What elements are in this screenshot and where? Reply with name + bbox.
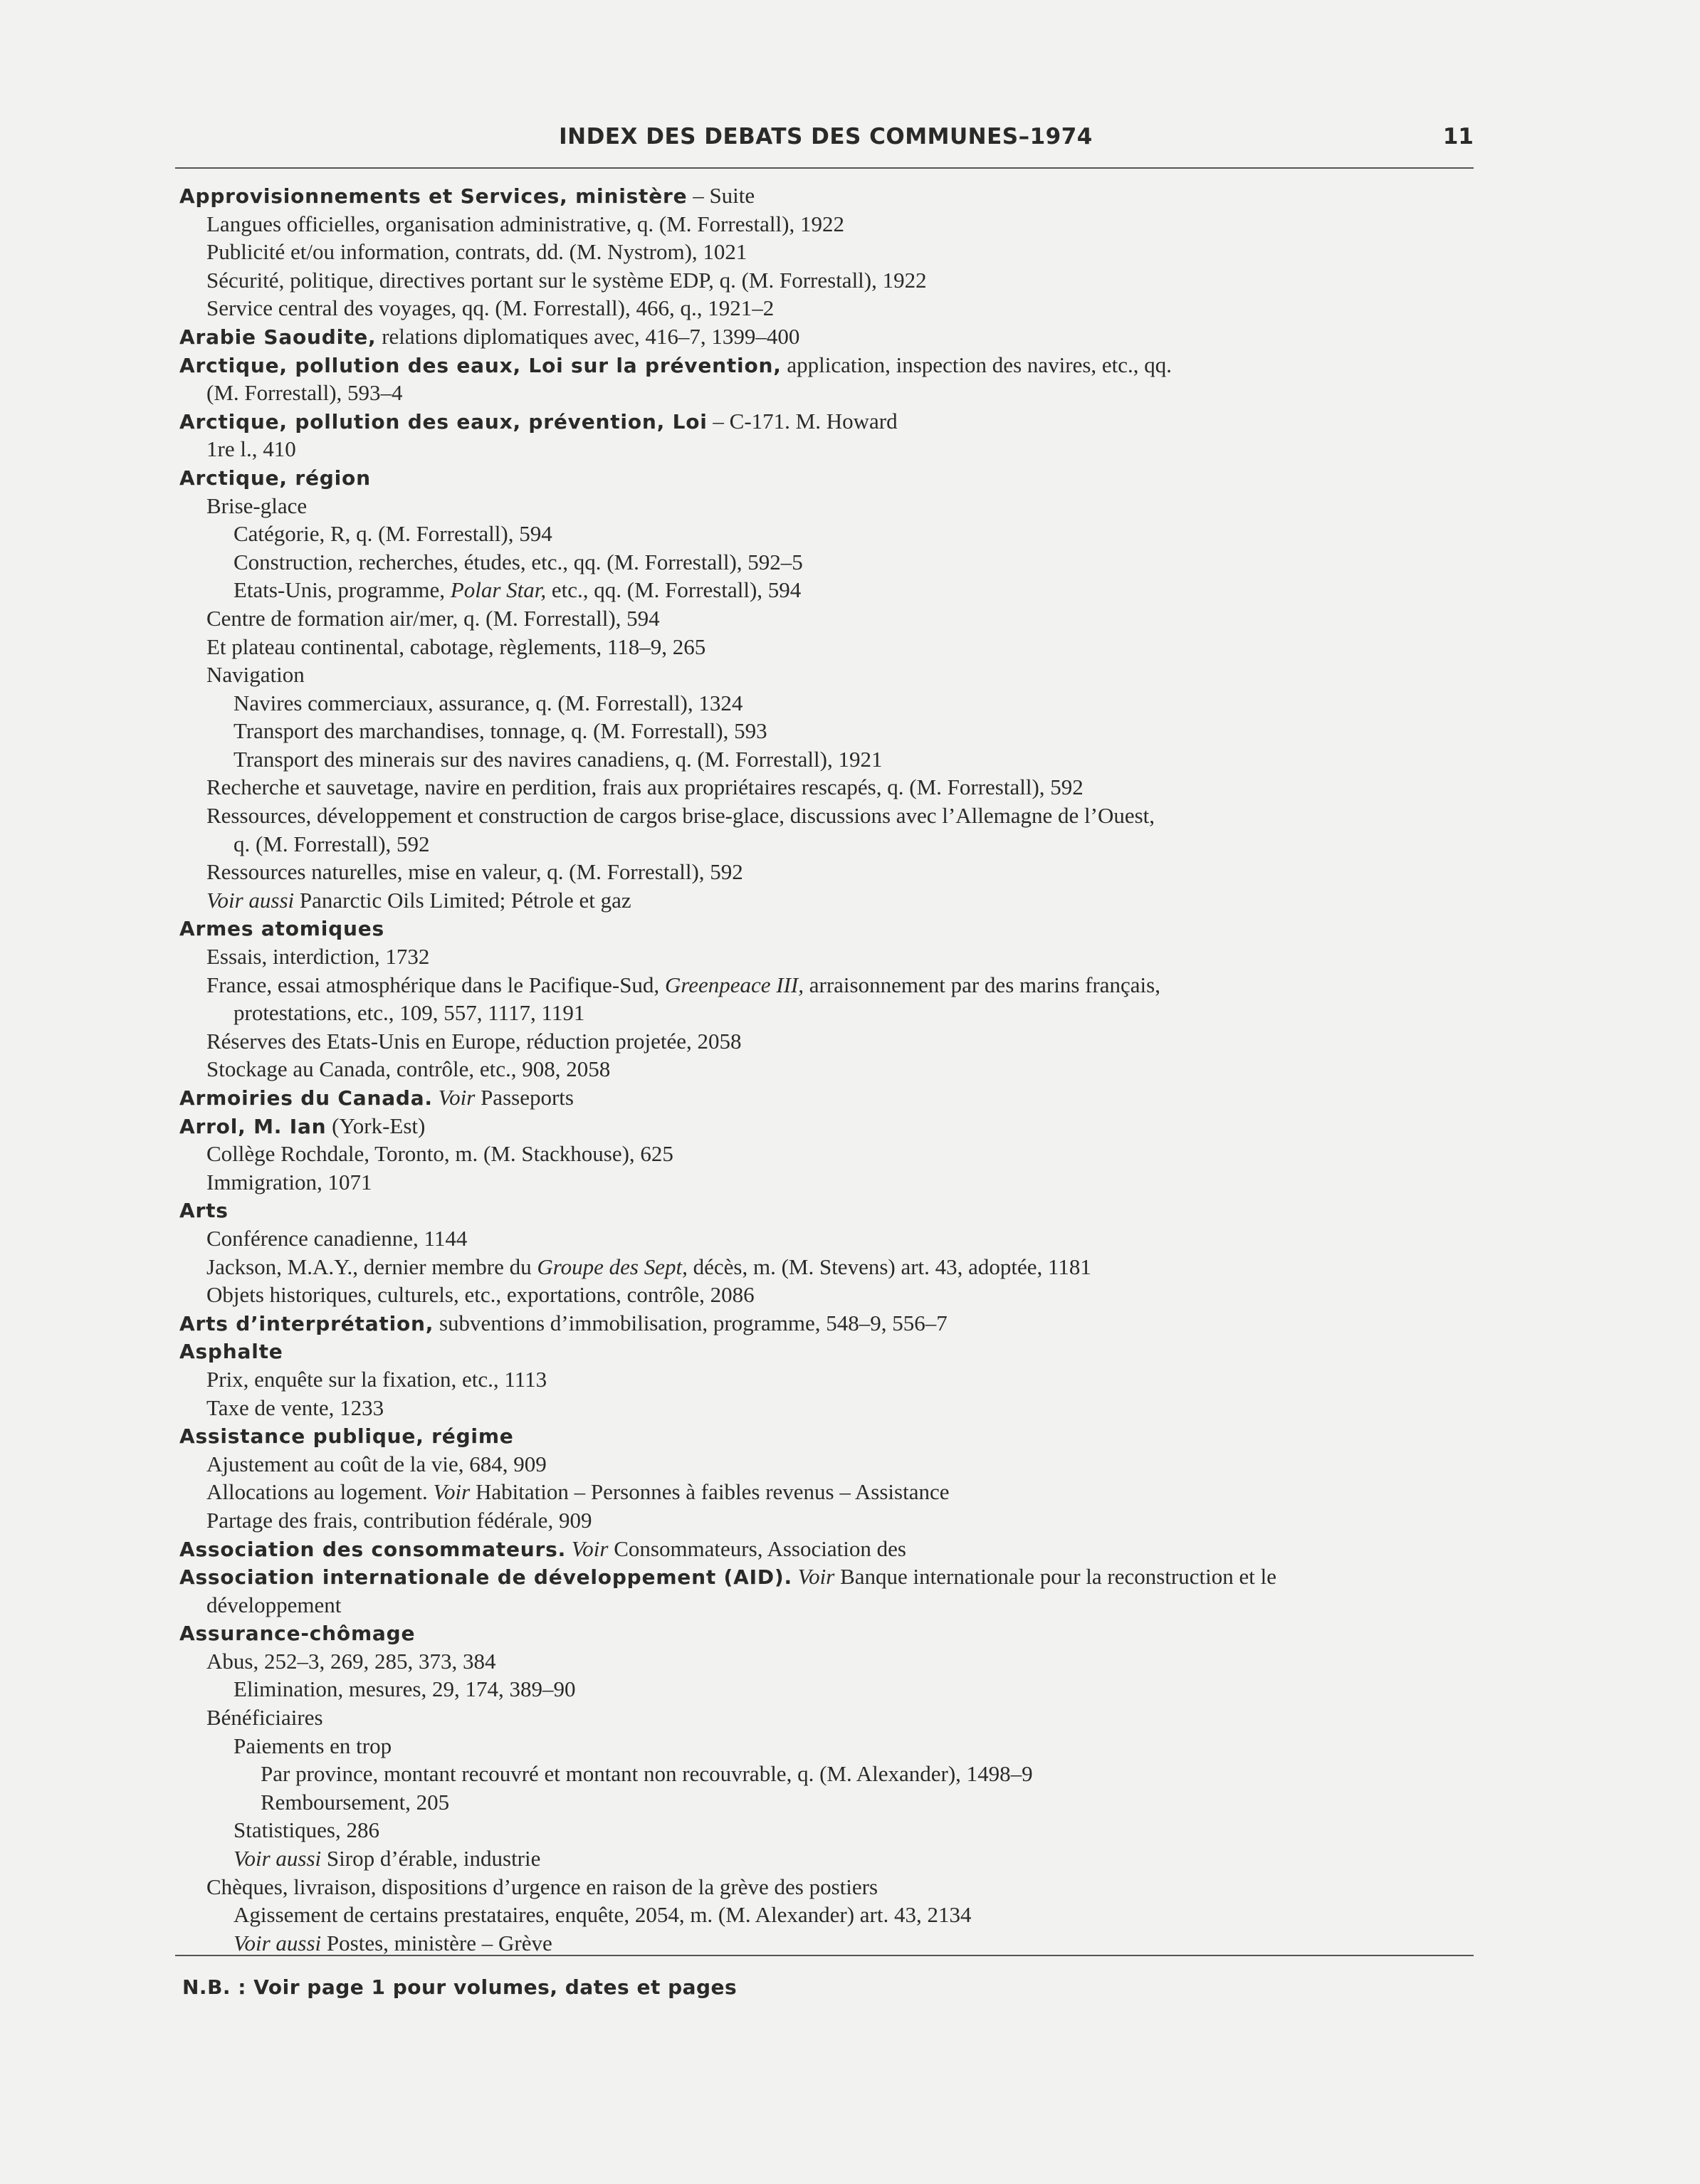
index-subentry-line: [179, 576, 1489, 604]
index-subentry-line: [179, 1647, 1489, 1676]
page-title: INDEX DES DEBATS DES COMMUNES–1974: [559, 124, 1093, 149]
entry-italic-text: Groupe des Sept,: [537, 1254, 688, 1279]
entry-text: (M. Forrestall), 593–4: [206, 380, 403, 406]
index-subentry-line: [179, 773, 1489, 802]
entry-text: Abus, 252–3, 269, 285, 373, 384: [206, 1648, 496, 1674]
entry-heading: Association des consommateurs.: [179, 1537, 567, 1561]
entry-text: France, essai atmosphérique dans le Pacifique-Sud,: [206, 972, 665, 997]
entry-text: développement: [206, 1592, 342, 1617]
entry-text: Langues officielles, organisation administrative, q. (M. Forrestall), 1922: [206, 211, 844, 236]
entry-text: Navires commerciaux, assurance, q. (M. Forrestall), 1324: [234, 690, 743, 715]
entry-italic-text: Voir: [438, 1085, 476, 1110]
entry-text: Service central des voyages, qq. (M. Forrestall), 466, q., 1921–2: [206, 295, 775, 321]
entry-text: Allocations au logement.: [206, 1479, 434, 1505]
entry-text: Habitation – Personnes à faibles revenus – Assistance: [470, 1479, 950, 1505]
entry-text: Jackson, M.A.Y., dernier membre du: [206, 1254, 537, 1279]
entry-text: relations diplomatiques avec, 416–7, 1399–400: [376, 323, 800, 349]
index-heading-line: [179, 1422, 1489, 1450]
index-subentry-line: [179, 238, 1489, 266]
page-header: [178, 121, 1474, 157]
index-heading-line: [179, 1337, 1489, 1365]
index-subentry-line: [179, 604, 1489, 633]
index-subentry-line: [179, 266, 1489, 295]
entry-text: Bénéficiaires: [206, 1705, 323, 1731]
index-subentry-line: [179, 492, 1489, 520]
entry-text: Remboursement, 205: [261, 1789, 450, 1815]
entry-text: q. (M. Forrestall), 592: [234, 831, 430, 856]
index-subentry-line: [179, 1732, 1489, 1760]
entry-text: Brise-glace: [206, 493, 308, 518]
index-heading-line: [179, 182, 1489, 210]
entry-text: Statistiques, 286: [234, 1817, 379, 1843]
entry-text: Prix, enquête sur la fixation, etc., 1113: [206, 1366, 547, 1392]
entry-text: subventions d’immobilisation, programme, 548–9, 556–7: [434, 1310, 948, 1335]
entry-text: Passeports: [475, 1085, 574, 1110]
index-heading-line: [179, 1619, 1489, 1647]
entry-italic-text: Greenpeace III,: [664, 972, 804, 997]
index-heading-line: [179, 322, 1489, 351]
index-subentry-line: [179, 210, 1489, 238]
entry-text: Paiements en trop: [234, 1733, 392, 1758]
index-heading-line: [179, 1309, 1489, 1338]
header-rule: [175, 167, 1474, 169]
entry-text: arraisonnement par des marins français,: [804, 972, 1160, 997]
index-subentry-line: [179, 661, 1489, 689]
entry-text: décès, m. (M. Stevens) art. 43, adoptée, 1181: [687, 1254, 1091, 1279]
index-subentry-line: [179, 802, 1489, 830]
index-heading-line: [179, 1535, 1489, 1563]
entry-text: Par province, montant recouvré et montant non recouvrable, q. (M. Alexander), 1498–9: [261, 1761, 1033, 1787]
entry-heading: Asphalte: [179, 1340, 283, 1364]
entry-text: Essais, interdiction, 1732: [206, 944, 430, 970]
index-subentry-line: [179, 1055, 1489, 1083]
index-subentry-line: [179, 943, 1489, 971]
entry-text: Catégorie, R, q. (M. Forrestall), 594: [234, 521, 552, 547]
entry-text: Ressources, développement et construction de cargos brise-glace, discussions avec l’Allemagne de l’Ouest,: [206, 803, 1155, 829]
entry-heading: Assistance publique, régime: [179, 1424, 514, 1449]
entry-text: Ressources naturelles, mise en valeur, q. (M. Forrestall), 592: [206, 859, 743, 885]
entry-heading: Armoiries du Canada.: [179, 1086, 433, 1110]
entry-heading: Arctique, région: [179, 466, 371, 490]
entry-text: Réserves des Etats-Unis en Europe, réduction projetée, 2058: [206, 1028, 742, 1054]
entry-text: Et plateau continental, cabotage, règlements, 118–9, 265: [206, 634, 706, 659]
index-heading-line: [179, 1083, 1489, 1112]
index-subentry-line: [179, 1844, 1489, 1873]
entry-heading: Armes atomiques: [179, 917, 384, 941]
entry-text: 1re l., 410: [206, 436, 296, 462]
index-subentry-line: [179, 294, 1489, 322]
index-subentry-line: [179, 1760, 1489, 1788]
entry-text: Elimination, mesures, 29, 174, 389–90: [234, 1676, 576, 1702]
entry-text: Stockage au Canada, contrôle, etc., 908, 2058: [206, 1056, 611, 1082]
index-subentry-line: [179, 830, 1489, 859]
index-subentry-line: [179, 1929, 1489, 1958]
index-subentry-line: [179, 1816, 1489, 1844]
entry-text: Construction, recherches, études, etc., qq. (M. Forrestall), 592–5: [234, 549, 803, 574]
index-subentry-line: [179, 1281, 1489, 1309]
index-subentry-line: [179, 1901, 1489, 1929]
entry-text: [433, 1085, 439, 1110]
index-subentry-line: [179, 717, 1489, 745]
entry-italic-text: Voir: [797, 1564, 835, 1590]
entry-text: – Suite: [687, 183, 755, 208]
entry-text: Navigation: [206, 662, 305, 688]
entry-text: etc., qq. (M. Forrestall), 594: [546, 577, 802, 603]
index-subentry-line: [179, 1365, 1489, 1394]
index-subentry-line: [179, 858, 1489, 886]
entry-text: Objets historiques, culturels, etc., exportations, contrôle, 2086: [206, 1282, 755, 1308]
entry-heading: Approvisionnements et Services, ministère: [179, 184, 688, 208]
index-subentry-line: [179, 1253, 1489, 1281]
index-heading-line: [179, 1112, 1489, 1140]
entry-text: Agissement de certains prestataires, enquête, 2054, m. (M. Alexander) art. 43, 2134: [234, 1902, 972, 1928]
index-heading-line: [179, 914, 1489, 943]
entry-text: Sécurité, politique, directives portant sur le système EDP, q. (M. Forrestall), 1922: [206, 267, 927, 293]
page-number: 11: [1442, 124, 1474, 149]
entry-italic-text: Voir: [433, 1479, 471, 1505]
entry-italic-text: Polar Star,: [450, 577, 547, 603]
entry-text: Consommateurs, Association des: [608, 1535, 906, 1561]
index-subentry-line: [179, 548, 1489, 577]
index-entries: [179, 182, 1489, 1957]
index-heading-line: [179, 407, 1489, 436]
entry-text: protestations, etc., 109, 557, 1117, 1191: [234, 1000, 585, 1026]
index-subentry-line: [179, 1873, 1489, 1901]
index-subentry-line: [179, 379, 1489, 407]
entry-text: Conférence canadienne, 1144: [206, 1225, 468, 1251]
entry-heading: Arctique, pollution des eaux, Loi sur la prévention,: [179, 353, 782, 377]
index-subentry-line: [179, 1506, 1489, 1535]
index-subentry-line: [179, 1168, 1489, 1197]
entry-heading: Arts: [179, 1199, 229, 1223]
index-subentry-line: [179, 689, 1489, 718]
entry-italic-text: Voir aussi: [234, 1846, 322, 1871]
index-subentry-line: [179, 1394, 1489, 1422]
index-subentry-line: [179, 971, 1489, 999]
entry-text: [566, 1536, 572, 1561]
index-subentry-line: [179, 1675, 1489, 1703]
index-subentry-line: [179, 1224, 1489, 1253]
entry-heading: Arts d’interprétation,: [179, 1311, 434, 1335]
index-subentry-line: [179, 1027, 1489, 1056]
entry-text: Etats-Unis, programme,: [234, 577, 451, 603]
entry-text: Transport des marchandises, tonnage, q. (M. Forrestall), 593: [234, 718, 767, 744]
entry-text: Panarctic Oils Limited; Pétrole et gaz: [294, 887, 631, 913]
entry-text: – C-171. M. Howard: [707, 408, 898, 434]
footer-note: N.B. : Voir page 1 pour volumes, dates et pages: [182, 1975, 738, 1999]
index-subentry-line: [179, 1703, 1489, 1732]
index-subentry-line: [179, 1450, 1489, 1479]
index-heading-line: [179, 1196, 1489, 1224]
entry-italic-text: Voir aussi: [206, 887, 295, 913]
index-subentry-line: [179, 1788, 1489, 1817]
entry-italic-text: Voir aussi: [234, 1930, 322, 1955]
entry-text: Ajustement au coût de la vie, 684, 909: [206, 1451, 547, 1476]
index-heading-line: [179, 351, 1489, 379]
index-subentry-line: [179, 520, 1489, 548]
entry-heading: Arctique, pollution des eaux, prévention, Loi: [179, 409, 708, 434]
index-subentry-line: [179, 435, 1489, 463]
index-subentry-line: [179, 999, 1489, 1027]
index-heading-line: [179, 463, 1489, 492]
entry-text: Postes, ministère – Grève: [321, 1930, 552, 1955]
index-subentry-line: [179, 1591, 1489, 1619]
entry-heading: Arabie Saoudite,: [179, 325, 377, 349]
footer-rule: [175, 1955, 1474, 1956]
index-heading-line: [179, 1563, 1489, 1591]
entry-text: Centre de formation air/mer, q. (M. Forrestall), 594: [206, 605, 660, 631]
entry-text: Sirop d’érable, industrie: [321, 1846, 541, 1871]
entry-heading: Arrol, M. Ian: [179, 1114, 327, 1138]
index-subentry-line: [179, 633, 1489, 661]
entry-text: Taxe de vente, 1233: [206, 1395, 384, 1420]
index-subentry-line: [179, 1478, 1489, 1506]
entry-text: Recherche et sauvetage, navire en perdition, frais aux propriétaires rescapés, q. (M. Forrestall), 592: [206, 775, 1084, 800]
entry-text: (York-Est): [326, 1113, 426, 1138]
entry-italic-text: Voir: [571, 1535, 609, 1561]
index-subentry-line: [179, 886, 1489, 915]
entry-text: Banque internationale pour la reconstruction et le: [834, 1564, 1276, 1590]
entry-text: application, inspection des navires, etc., qq.: [781, 352, 1172, 377]
entry-heading: Assurance-chômage: [179, 1622, 416, 1646]
index-subentry-line: [179, 1140, 1489, 1168]
entry-text: Partage des frais, contribution fédérale, 909: [206, 1507, 592, 1533]
entry-text: Publicité et/ou information, contrats, dd. (M. Nystrom), 1021: [206, 239, 747, 265]
entry-heading: Association internationale de développement (AID).: [179, 1565, 792, 1590]
entry-text: Chèques, livraison, dispositions d’urgence en raison de la grève des postiers: [206, 1874, 878, 1899]
index-subentry-line: [179, 745, 1489, 774]
entry-text: [792, 1564, 798, 1589]
entry-text: Transport des minerais sur des navires canadiens, q. (M. Forrestall), 1921: [234, 746, 883, 772]
entry-text: Immigration, 1071: [206, 1169, 372, 1195]
entry-text: Collège Rochdale, Toronto, m. (M. Stackhouse), 625: [206, 1141, 673, 1167]
